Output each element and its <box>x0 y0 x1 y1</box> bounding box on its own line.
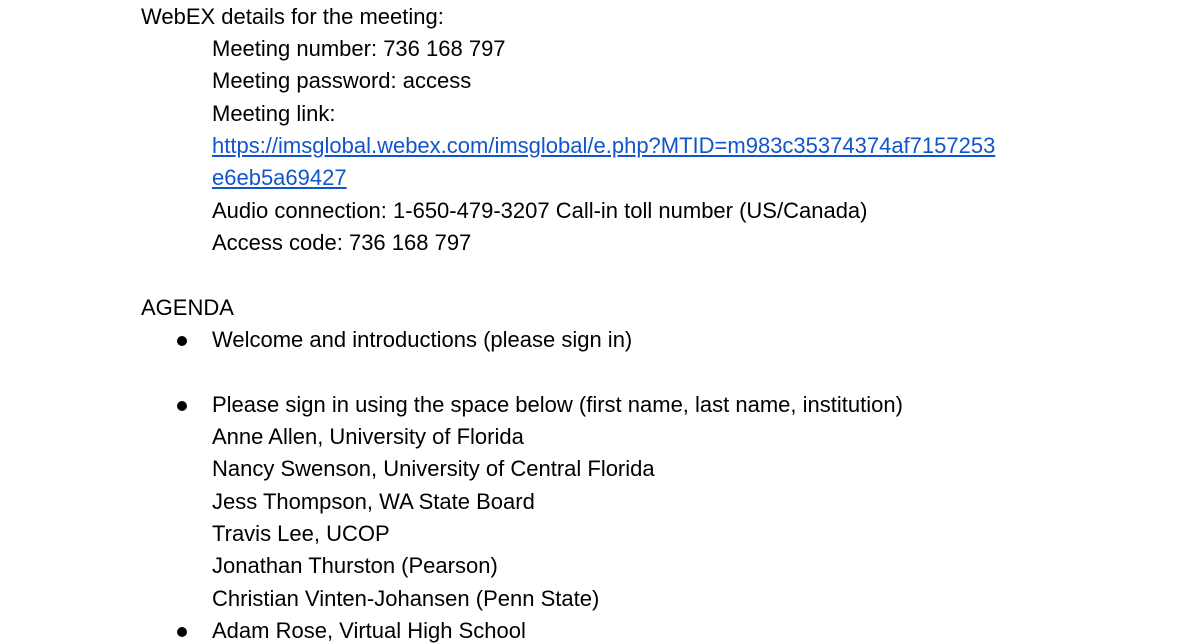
agenda-item: Welcome and introductions (please sign in) <box>212 327 633 352</box>
audio-connection: Audio connection: 1-650-479-3207 Call-in toll number (US/Canada) <box>212 198 868 223</box>
meeting-link-continued[interactable]: e6eb5a69427 <box>212 165 347 190</box>
signin-entry: Travis Lee, UCOP <box>212 521 390 546</box>
meeting-link-label: Meeting link: <box>212 101 336 126</box>
bullet-icon <box>177 401 187 411</box>
signin-entry: Anne Allen, University of Florida <box>212 424 524 449</box>
access-code: Access code: 736 168 797 <box>212 230 472 255</box>
agenda-heading: AGENDA <box>141 295 234 320</box>
agenda-item: Adam Rose, Virtual High School <box>212 618 526 643</box>
meeting-password: Meeting password: access <box>212 68 472 93</box>
signin-entry: Jonathan Thurston (Pearson) <box>212 553 498 578</box>
webex-heading: WebEX details for the meeting: <box>141 4 444 29</box>
meeting-number: Meeting number: 736 168 797 <box>212 36 506 61</box>
meeting-link[interactable]: https://imsglobal.webex.com/imsglobal/e.php?MTID=m983c35374374af7157253 <box>212 133 996 158</box>
bullet-icon <box>177 627 187 637</box>
bullet-icon <box>177 336 187 346</box>
signin-entry: Jess Thompson, WA State Board <box>212 489 535 514</box>
agenda-item: Please sign in using the space below (first name, last name, institution) <box>212 392 903 417</box>
signin-entry: Christian Vinten-Johansen (Penn State) <box>212 586 600 611</box>
signin-entry: Nancy Swenson, University of Central Florida <box>212 456 655 481</box>
